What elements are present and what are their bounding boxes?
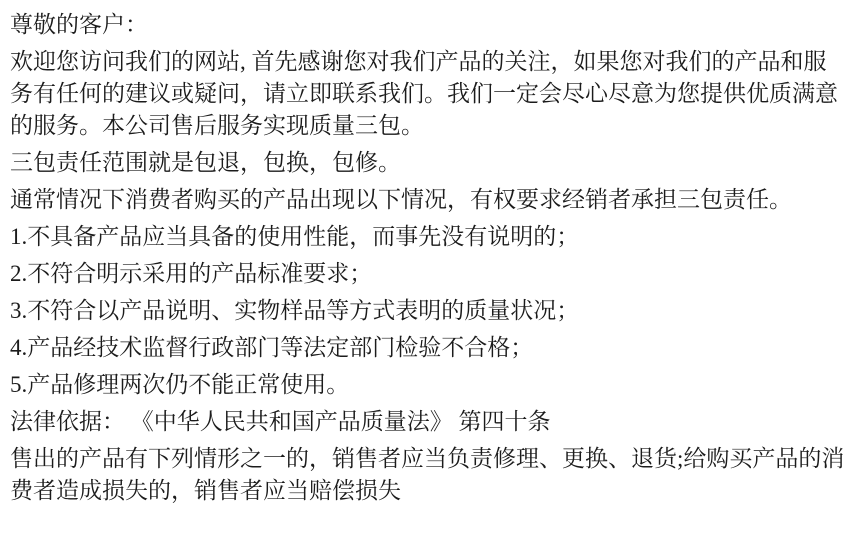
condition-item-4: 4.产品经技术监督行政部门等法定部门检验不合格； <box>10 335 534 360</box>
condition-item-1: 1.不具备产品应当具备的使用性能，而事先没有说明的； <box>10 224 580 249</box>
sanbao-scope-line: 三包责任范围就是包退，包换，包修。 <box>10 150 401 175</box>
conditions-intro-line: 通常情况下消费者购买的产品出现以下情况，有权要求经销者承担三包责任。 <box>10 187 792 212</box>
condition-item-5: 5.产品修理两次仍不能正常使用。 <box>10 372 350 397</box>
welcome-paragraph: 欢迎您访问我们的网站, 首先感谢您对我们产品的关注，如果您对我们的产品和服务有任何的建议或疑问，请立即联系我们。我们一定会尽心尽意为您提供优质满意的服务。本公司售后服务实现质量三包。 <box>10 49 838 138</box>
condition-item-2: 2.不符合明示采用的产品标准要求； <box>10 261 373 286</box>
legal-basis-line: 法律依据： 《中华人民共和国产品质量法》 第四十条 <box>10 409 551 434</box>
condition-item-3: 3.不符合以产品说明、实物样品等方式表明的质量状况； <box>10 298 580 323</box>
salutation-line: 尊敬的客户： <box>10 12 148 37</box>
legal-provision-paragraph: 售出的产品有下列情形之一的，销售者应当负责修理、更换、退货;给购买产品的消费者造成损失的，销售者应当赔偿损失 <box>10 446 845 503</box>
